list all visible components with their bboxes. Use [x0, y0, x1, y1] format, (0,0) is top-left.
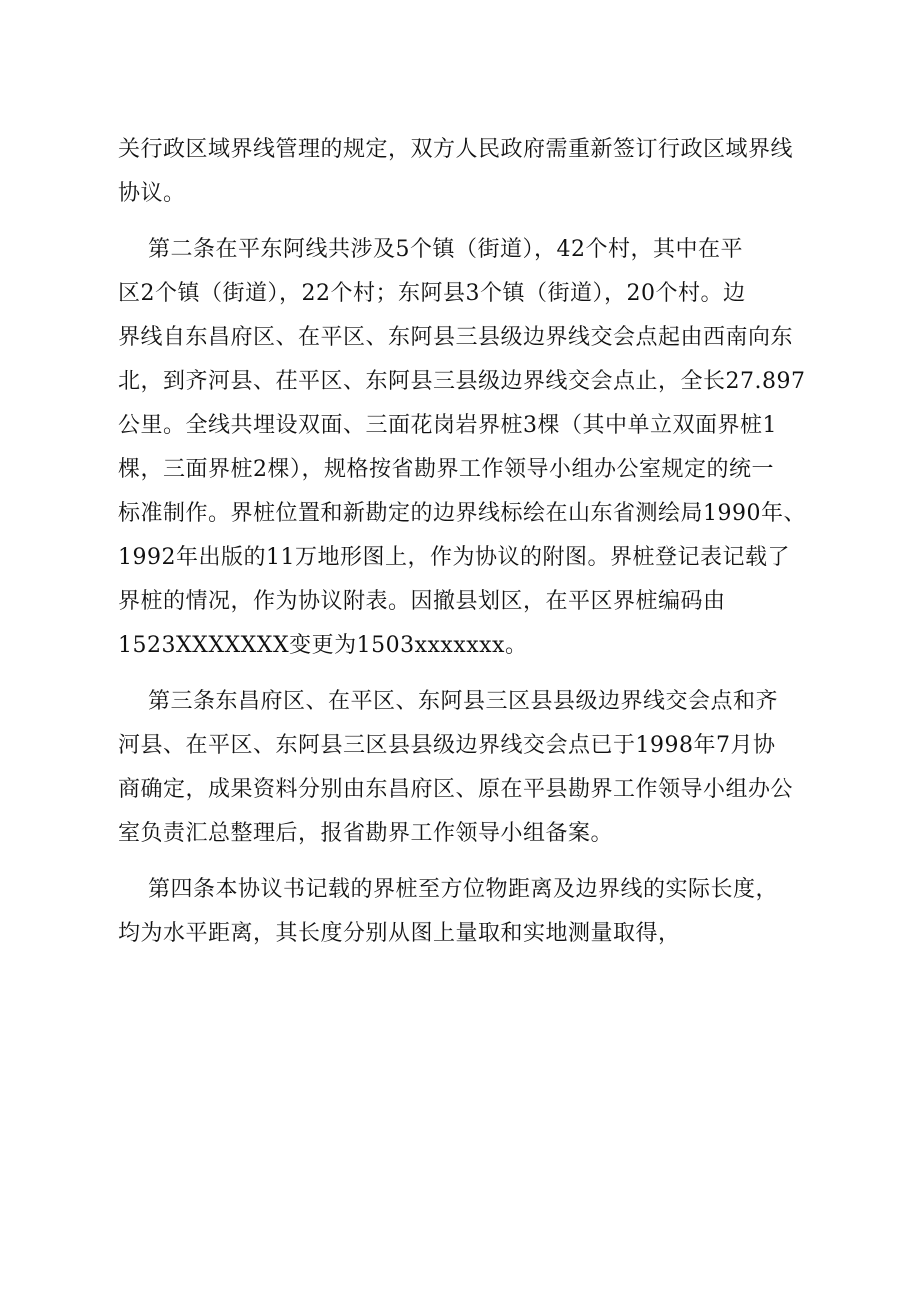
text-line: 界线自东昌府区、在平区、东阿县三县级边界线交会点起由西南向东: [118, 325, 794, 350]
paragraph: [118, 868, 818, 956]
text-line: 第二条在平东阿线共涉及5个镇（街道），42个村，其中在平: [118, 237, 743, 262]
text-line: 1523XXXXXXX变更为1503xxxxxxx。: [118, 633, 528, 658]
text-line: 均为水平距离，其长度分别从图上量取和实地测量取得，: [118, 921, 681, 946]
text-line: 第四条本协议书记载的界桩至方位物距离及边界线的实际长度，: [118, 877, 778, 902]
text-line: 标准制作。界桩位置和新勘定的边界线标绘在山东省测绘局1990年、: [118, 501, 806, 526]
text-line: 河县、在平区、东阿县三区县县级边界线交会点已于1998年7月协: [118, 733, 776, 758]
text-line: 北，到齐河县、茌平区、东阿县三县级边界线交会点止，全长27.897: [118, 369, 806, 394]
paragraph: [118, 228, 818, 668]
text-line: 区2个镇（街道），22个村；东阿县3个镇（街道），20个村。边: [118, 281, 746, 306]
text-line: 协议。: [118, 181, 186, 206]
paragraph-spacer: [118, 856, 818, 868]
text-line: 关行政区域界线管理的规定，双方人民政府需重新签订行政区域界线: [118, 137, 794, 162]
text-line: 界桩的情况，作为协议附表。因撤县划区，在平区界桩编码由: [118, 589, 726, 614]
paragraph: [118, 680, 818, 856]
paragraph: [118, 128, 818, 216]
text-line: 棵，三面界桩2棵），规格按省勘界工作领导小组办公室规定的统一: [118, 457, 774, 482]
text-line: 1992年出版的11万地形图上，作为协议的附图。界桩登记表记载了: [118, 545, 790, 570]
text-line: 公里。全线共埋设双面、三面花岗岩界桩3棵（其中单立双面界桩1: [118, 413, 777, 438]
text-line: 室负责汇总整理后，报省勘界工作领导小组备案。: [118, 821, 614, 846]
text-line: 第三条东昌府区、在平区、东阿县三区县县级边界线交会点和齐: [118, 689, 778, 714]
text-line: 商确定，成果资料分别由东昌府区、原在平县勘界工作领导小组办公: [118, 777, 794, 802]
document-body: [118, 128, 818, 956]
paragraph-spacer: [118, 216, 818, 228]
paragraph-spacer: [118, 668, 818, 680]
